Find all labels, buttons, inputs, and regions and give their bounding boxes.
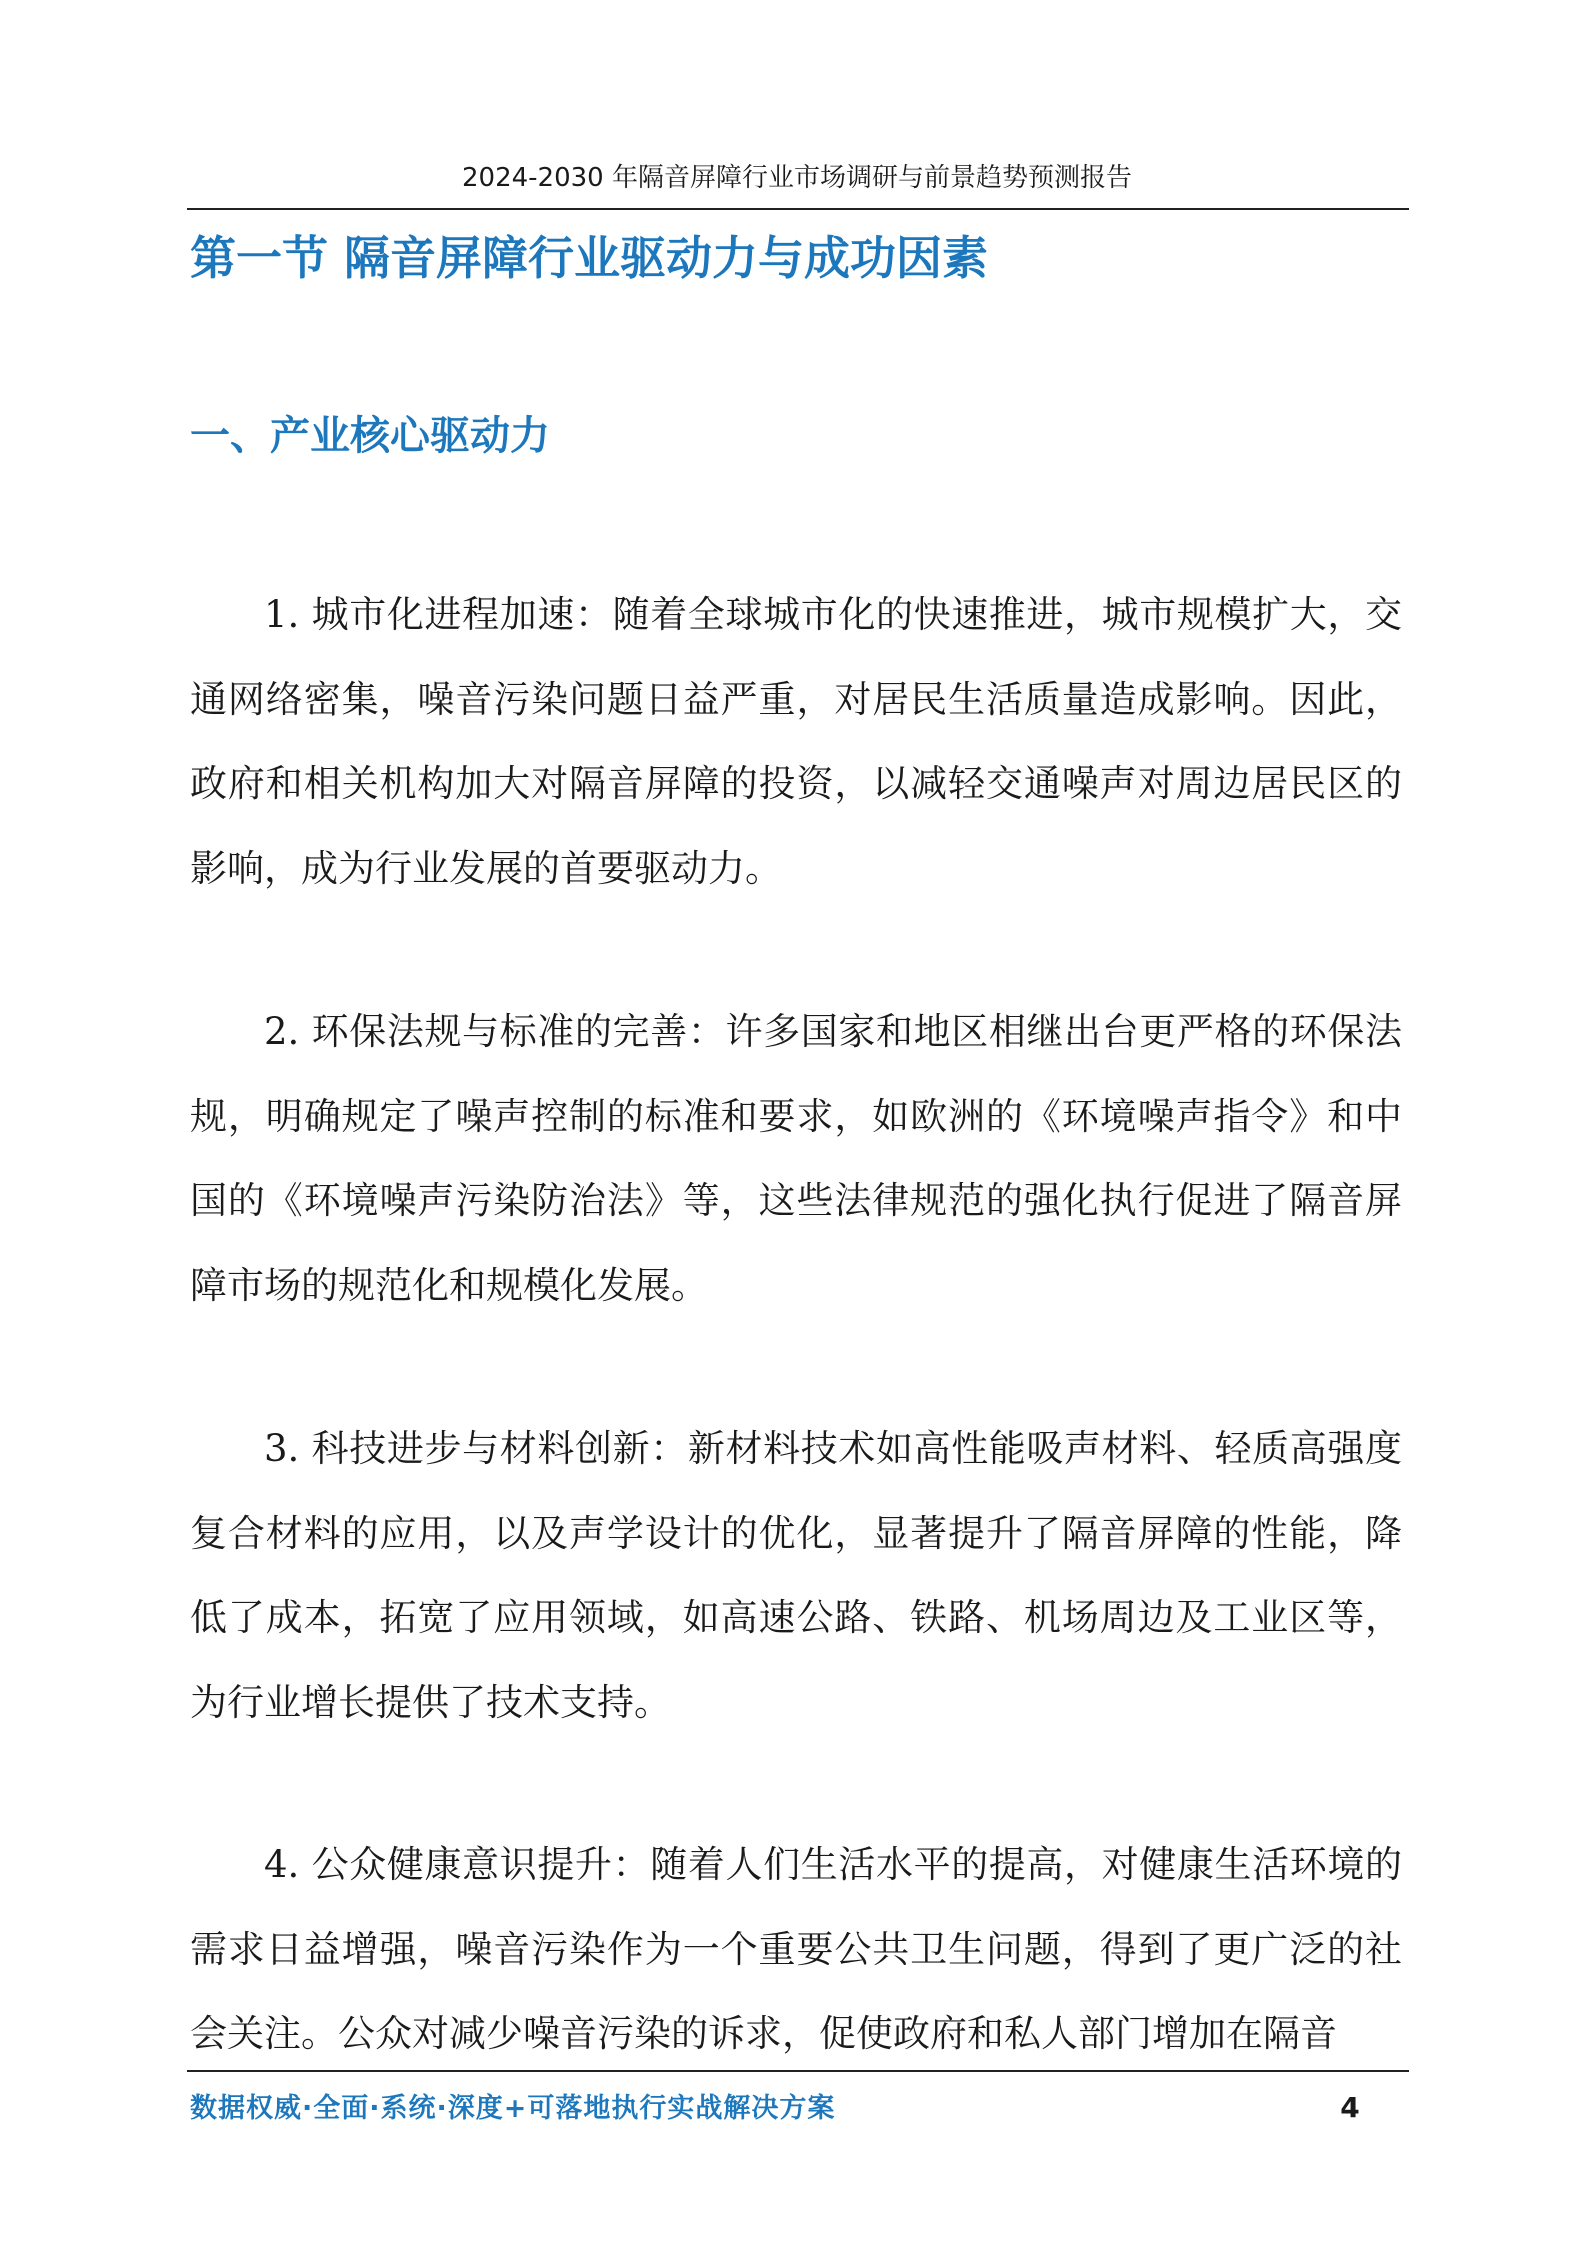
paragraph-technology: 3. 科技进步与材料创新：新材料技术如高性能吸声材料、轻质高强度复合材料的应用，以及声学设计的优化，显著提升了隔音屏障的性能，降低了成本，拓宽了应用领域，如高速公路、铁路、机场周边及工业区等，为行业增长提供了技术支持。 (190, 1427, 1402, 1724)
footer-slogan: 数据权威·全面·系统·深度+可落地执行实战解决方案 (190, 2093, 836, 2124)
subsection-title: 一、产业核心驱动力 (190, 413, 550, 459)
footer-divider (187, 2070, 1409, 2072)
running-header: 2024-2030 年隔音屏障行业市场调研与前景趋势预测报告 (462, 163, 1132, 193)
section-title: 第一节 隔音屏障行业驱动力与成功因素 (190, 231, 989, 285)
paragraph-regulations: 2. 环保法规与标准的完善：许多国家和地区相继出台更严格的环保法规，明确规定了噪声控制的标准和要求，如欧洲的《环境噪声指令》和中国的《环境噪声污染防治法》等，这些法律规范的强化执行促进了隔音屏障市场的规范化和规模化发展。 (190, 1010, 1402, 1307)
paragraph-urbanization: 1. 城市化进程加速：随着全球城市化的快速推进，城市规模扩大，交通网络密集，噪音污染问题日益严重，对居民生活质量造成影响。因此，政府和相关机构加大对隔音屏障的投资，以减轻交通噪声对周边居民区的影响，成为行业发展的首要驱动力。 (190, 593, 1402, 890)
page-number: 4 (1340, 2091, 1360, 2124)
paragraph-public-health: 4. 公众健康意识提升：随着人们生活水平的提高，对健康生活环境的需求日益增强，噪音污染作为一个重要公共卫生问题，得到了更广泛的社会关注。公众对减少噪音污染的诉求，促使政府和私人部门增加在隔音 (190, 1843, 1402, 2055)
header-divider (187, 208, 1409, 210)
